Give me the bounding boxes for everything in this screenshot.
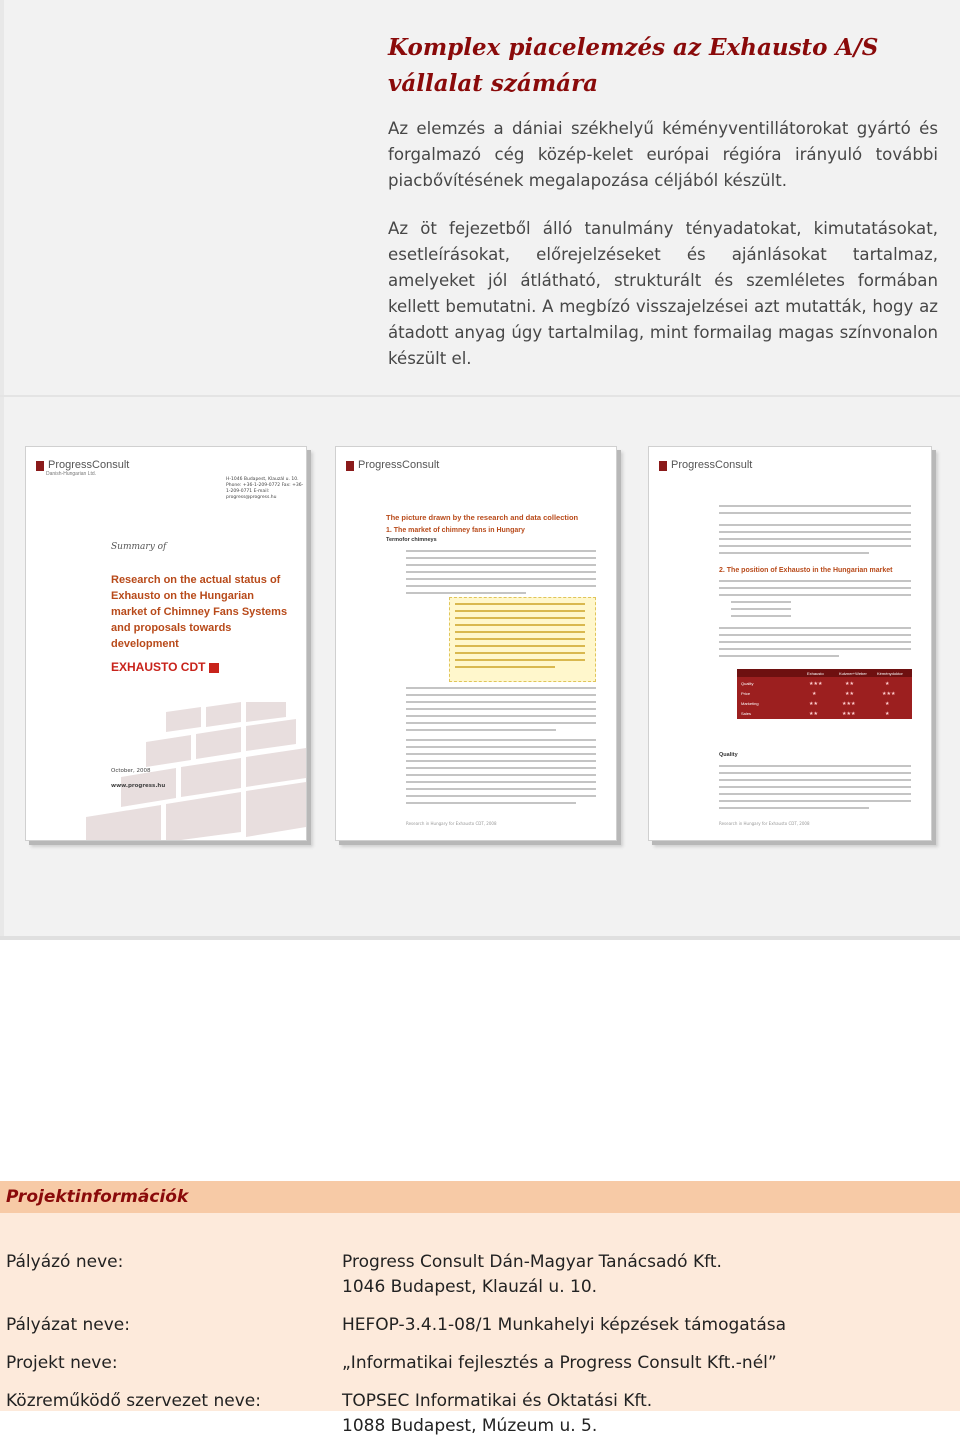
- svg-text:★: ★: [812, 691, 817, 697]
- progress-consult-logo: [36, 459, 129, 477]
- svg-text:★★★: ★★★: [842, 711, 856, 717]
- svg-text:★★: ★★: [809, 711, 818, 717]
- page-footer: Research in Hungary for Exhausto CDT, 2008: [406, 821, 497, 826]
- svg-text:Kéménydoktor: Kéménydoktor: [877, 671, 903, 676]
- svg-text:★: ★: [885, 681, 890, 687]
- quality-label: Quality: [719, 752, 738, 758]
- svg-text:★★★: ★★★: [882, 691, 896, 697]
- document-thumbnail-page-3: [648, 446, 932, 841]
- body-text-lines: [649, 447, 931, 840]
- comparison-table-grid: [737, 669, 912, 719]
- intro-paragraph-2: Az öt fejezetből álló tanulmány tényadatokat, kimutatásokat, esetleírásokat, előrejelzéseket és ajánlásokat tartalmaz, amelyeket jól átlátható, strukturált és szemléletes formában kellett bemutatni. A megbízó visszajelzései azt mutatták, hogy az átadott anyag úgy tartalmilag, mint formailag magas színvonalon készült el.: [388, 219, 938, 368]
- applicant-address: 1046 Budapest, Klauzál u. 10.: [342, 1277, 598, 1297]
- logo-text: ProgressConsult: [671, 459, 753, 471]
- logo-text: ProgressConsult: [48, 459, 130, 471]
- svg-text:★★: ★★: [845, 681, 854, 687]
- summary-title: Research on the actual status of Exhausto on the Hungarian market of Chimney Fans Systems and proposals towards development: [111, 574, 288, 650]
- logo-mark-icon: [36, 461, 44, 471]
- intermediary-label: Közreműködő szervezet neve:: [6, 1391, 261, 1411]
- project-info-header: Projektinformációk: [0, 1181, 960, 1213]
- svg-text:Marketing: Marketing: [741, 701, 759, 706]
- svg-text:Kutzner+Weber: Kutzner+Weber: [839, 671, 867, 676]
- project-label: Projekt neve:: [6, 1353, 118, 1373]
- svg-text:★★: ★★: [845, 691, 854, 697]
- svg-text:★: ★: [885, 711, 890, 717]
- logo-text: ProgressConsult: [358, 459, 440, 471]
- svg-text:Price: Price: [741, 691, 751, 696]
- highlight-text-lines: [450, 598, 595, 681]
- intermediary-name: TOPSEC Informatikai és Oktatási Kft.: [342, 1391, 653, 1411]
- applicant-name: Progress Consult Dán-Magyar Tanácsadó Kft.: [342, 1252, 722, 1272]
- tender-label: Pályázat neve:: [6, 1315, 130, 1335]
- page-heading: 2. The position of Exhausto in the Hungarian market: [719, 567, 893, 574]
- svg-text:Exhausto: Exhausto: [807, 671, 824, 676]
- intermediary-address: 1088 Budapest, Múzeum u. 5.: [342, 1416, 598, 1436]
- applicant-label: Pályázó neve:: [6, 1252, 124, 1272]
- tender-name: HEFOP-3.4.1-08/1 Munkahelyi képzések támogatása: [342, 1315, 787, 1335]
- svg-text:★★★: ★★★: [842, 701, 856, 707]
- divider: [0, 395, 960, 397]
- section-label: Termofor chimneys: [386, 537, 437, 543]
- brand-text: EXHAUSTO CDT: [111, 660, 206, 674]
- svg-text:Quality: Quality: [741, 681, 754, 686]
- project-info-section: [0, 1181, 960, 1436]
- document-thumbnail-page-2: [335, 446, 617, 841]
- project-info-body: [0, 1213, 960, 1436]
- page-footer: Research in Hungary for Exhausto CDT, 2008: [719, 821, 810, 826]
- page-heading: The picture drawn by the research and data collection: [386, 513, 579, 522]
- highlight-box: [449, 597, 596, 682]
- cover-website: www.progress.hu: [111, 783, 166, 789]
- comparison-table: [737, 669, 912, 719]
- project-name: „Informatikai fejlesztés a Progress Consult Kft.-nél”: [342, 1353, 777, 1373]
- exhausto-logo: [111, 660, 219, 674]
- panel-left-strip: [0, 0, 4, 940]
- page-subheading: 1. The market of chimney fans in Hungary: [386, 527, 525, 534]
- page-title: Komplex piacelemzés az Exhausto A/S vállalat számára: [388, 34, 879, 97]
- logo-subtext: Danish-Hungarian Ltd.: [46, 471, 97, 477]
- svg-text:★★★: ★★★: [809, 681, 823, 687]
- cover-date: October, 2008: [111, 768, 151, 774]
- decorative-grid: [26, 702, 306, 841]
- svg-text:Sales: Sales: [741, 711, 752, 716]
- intro-paragraph-1: Az elemzés a dániai székhelyű kéményventillátorokat gyártó és forgalmazó cég közép-kelet európai régióra irányuló további piacbővítésének megalapozása céljából készült.: [388, 119, 938, 190]
- brand-badge-icon: [209, 663, 219, 673]
- summary-of-label: Summary of: [111, 542, 167, 552]
- divider: [0, 936, 960, 940]
- address-block: H-1046 Budapest, Klauzál u. 10. Phone: +36-1-209-0772 Fax: +36-1-209-0771 E-mail: progress@progress.hu: [226, 477, 304, 500]
- svg-text:★★: ★★: [809, 701, 818, 707]
- document-thumbnail-cover: [25, 446, 307, 841]
- svg-text:★: ★: [885, 701, 890, 707]
